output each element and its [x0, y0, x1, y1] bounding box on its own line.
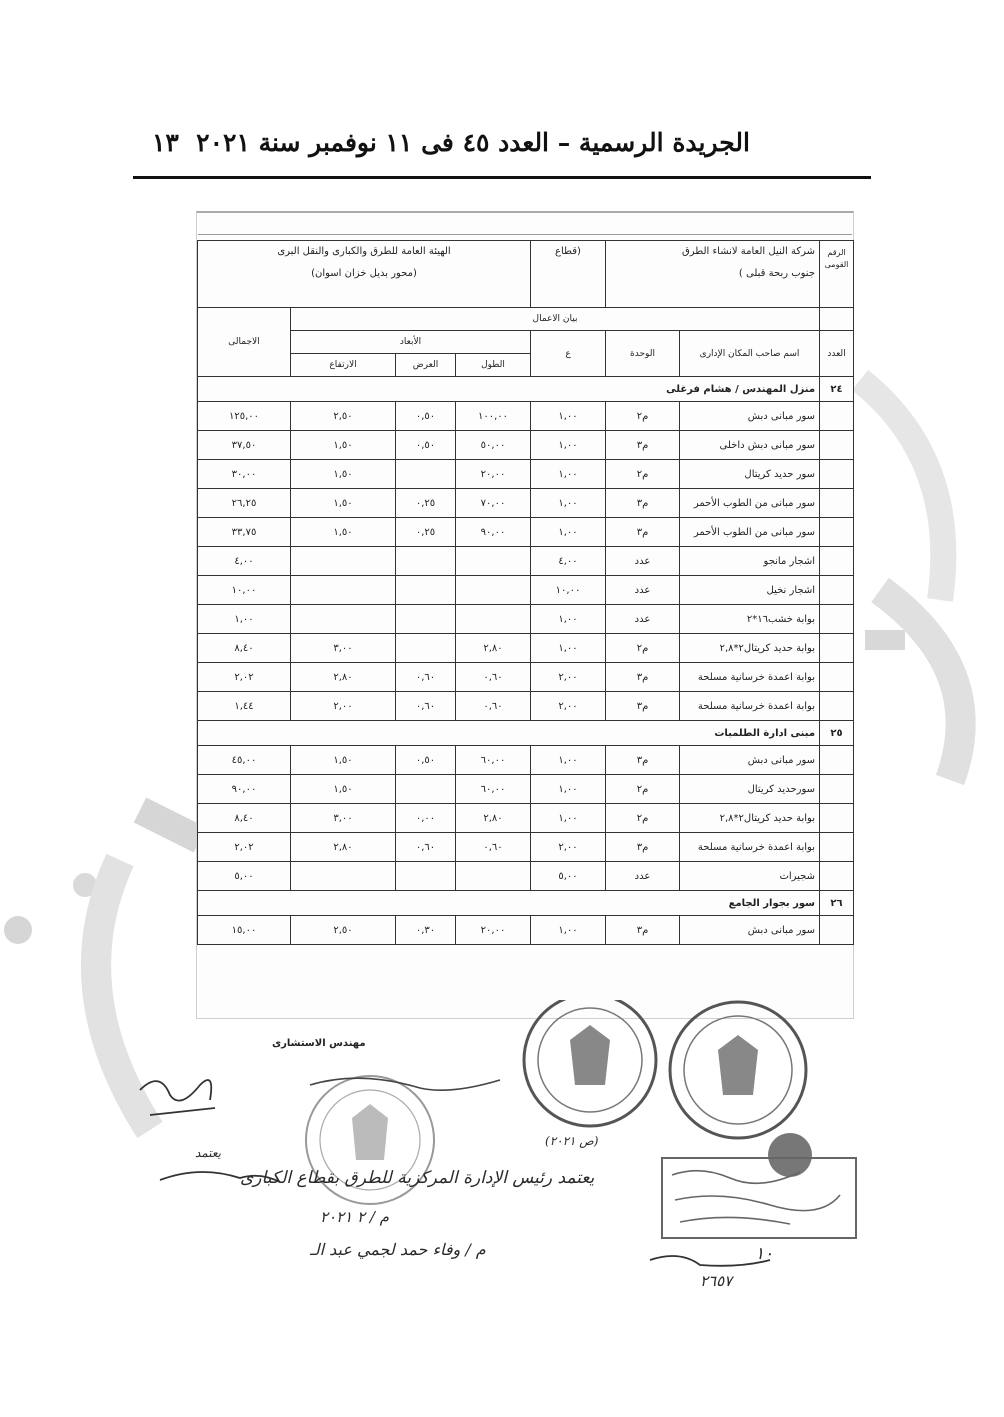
- item-total: ٨,٤٠: [198, 634, 291, 663]
- item-quantity: ١٠,٠٠: [531, 576, 606, 605]
- company-name: شركة النيل العامة لانشاء الطرق: [681, 246, 816, 257]
- item-length: ٢٠,٠٠: [456, 916, 531, 945]
- item-length: ٢٠,٠٠: [456, 460, 531, 489]
- item-width: [396, 634, 456, 663]
- item-length: [456, 862, 531, 891]
- item-width: [396, 547, 456, 576]
- row-index-cell: [820, 431, 854, 460]
- section-header-row: [198, 377, 854, 402]
- item-length: [456, 547, 531, 576]
- item-total: ٣٧,٥٠: [198, 431, 291, 460]
- item-description: سور مبانى من الطوب الأحمر: [680, 489, 820, 518]
- no-header: العدد: [820, 331, 854, 377]
- item-description: بوابة اعمدة خرسانية مسلحة: [680, 692, 820, 721]
- item-length: ٠,٦٠: [456, 692, 531, 721]
- item-unit: م٢: [606, 804, 680, 833]
- row-index-cell: [820, 576, 854, 605]
- handwriting-line-3: م / وفاء حمد لجمي عبد الـ: [310, 1240, 486, 1259]
- item-height: ١,٥٠: [291, 775, 396, 804]
- item-quantity: ١,٠٠: [531, 746, 606, 775]
- item-description: اشجار مانجو: [680, 547, 820, 576]
- item-quantity: ١,٠٠: [531, 775, 606, 804]
- item-height: [291, 605, 396, 634]
- engineer-label: مهندس الاستشارى: [272, 1038, 366, 1049]
- item-unit: م٣: [606, 746, 680, 775]
- handwriting-approval-note: يعتمد: [195, 1146, 221, 1160]
- item-unit: عدد: [606, 576, 680, 605]
- page-header: [140, 120, 870, 164]
- table-row: [198, 804, 854, 833]
- gazette-title: الجريدة الرسمية – العدد ٤٥ فى ١١ نوفمبر سنة ٢٠٢١: [196, 128, 750, 157]
- item-height: ٢,٥٠: [291, 402, 396, 431]
- item-description: سور مبانى دبش داخلى: [680, 431, 820, 460]
- item-quantity: ١,٠٠: [531, 460, 606, 489]
- item-quantity: ١,٠٠: [531, 431, 606, 460]
- item-quantity: ١,٠٠: [531, 916, 606, 945]
- item-description: سور مبانى دبش: [680, 402, 820, 431]
- item-width: ٠,٥٠: [396, 431, 456, 460]
- table-row: [198, 605, 854, 634]
- handwriting-line-2: م / ٢ ٢٠٢١: [320, 1208, 389, 1226]
- row-index-cell: [820, 746, 854, 775]
- item-height: ١,٥٠: [291, 431, 396, 460]
- item-unit: عدد: [606, 547, 680, 576]
- item-width: [396, 460, 456, 489]
- item-total: ١٥,٠٠: [198, 916, 291, 945]
- item-quantity: ١,٠٠: [531, 402, 606, 431]
- item-total: ٣٠,٠٠: [198, 460, 291, 489]
- item-description: بوابة خشب١٦*٢: [680, 605, 820, 634]
- item-quantity: ٢,٠٠: [531, 833, 606, 862]
- sector-cell: [531, 241, 606, 308]
- item-length: [456, 605, 531, 634]
- section-name: مبنى ادارة الطلمبات: [198, 721, 820, 746]
- item-unit: م٣: [606, 916, 680, 945]
- item-unit: م٢: [606, 775, 680, 804]
- item-width: ٠,٦٠: [396, 692, 456, 721]
- company-sub: جنوب ربحة قبلى ): [738, 268, 816, 279]
- handwriting-stamp-date: (ص ٢٠٢١): [545, 1134, 599, 1148]
- item-description: سورحديد كريتال: [680, 775, 820, 804]
- height-header: الارتفاع: [291, 354, 396, 377]
- section-header-row: [198, 891, 854, 916]
- row-index-cell: [820, 605, 854, 634]
- item-height: ٣,٠٠: [291, 804, 396, 833]
- item-unit: م٣: [606, 518, 680, 547]
- total-header: الاجمالى: [198, 308, 291, 377]
- item-length: [456, 576, 531, 605]
- item-height: ٢,٥٠: [291, 916, 396, 945]
- section-name: منزل المهندس / هشام فرغلى: [198, 377, 820, 402]
- row-index-cell: [820, 460, 854, 489]
- handwriting-bottom-right: ١٠: [755, 1244, 774, 1264]
- works-header: بيان الاعمال: [291, 308, 820, 331]
- item-width: [396, 576, 456, 605]
- header-rule: [133, 176, 871, 179]
- item-unit: م٣: [606, 489, 680, 518]
- row-index-cell: [820, 916, 854, 945]
- official-stamps: [0, 1000, 1004, 1300]
- width-header: العرض: [396, 354, 456, 377]
- item-width: ٠,٥٠: [396, 746, 456, 775]
- authority-name: الهيئة العامة للطرق والكبارى والنقل البرى: [277, 246, 451, 257]
- item-quantity: ٢,٠٠: [531, 663, 606, 692]
- item-description: بوابة حديد كريتال٢*٢,٨: [680, 804, 820, 833]
- row-index-cell: [820, 518, 854, 547]
- item-unit: م٢: [606, 460, 680, 489]
- item-total: ٥,٠٠: [198, 862, 291, 891]
- sheet-top-strip: [198, 214, 852, 235]
- item-width: ٠,٠٠: [396, 804, 456, 833]
- item-length: ٧٠,٠٠: [456, 489, 531, 518]
- table-row: [198, 489, 854, 518]
- corner-cell: [820, 241, 854, 308]
- item-description: شجيرات: [680, 862, 820, 891]
- item-width: ٠,٢٥: [396, 489, 456, 518]
- item-length: ٠,٦٠: [456, 663, 531, 692]
- item-quantity: ١,٠٠: [531, 489, 606, 518]
- table-row: [198, 775, 854, 804]
- item-height: ١,٥٠: [291, 460, 396, 489]
- blank-hd: [820, 308, 854, 331]
- item-height: ٢,٨٠: [291, 663, 396, 692]
- handwriting-line-1: يعتمد رئيس الإدارة المركزية للطرق بقطاع الكبارى: [240, 1168, 595, 1188]
- row-index-cell: [820, 804, 854, 833]
- sector-label: (قطاع: [555, 246, 581, 257]
- item-total: ٨,٤٠: [198, 804, 291, 833]
- table-row: [198, 833, 854, 862]
- table-row: [198, 402, 854, 431]
- table-row: [198, 547, 854, 576]
- works-table: [197, 240, 854, 945]
- item-unit: م٢: [606, 402, 680, 431]
- item-width: [396, 862, 456, 891]
- section-header-row: [198, 721, 854, 746]
- handwriting-bottom-number: ٢٦٥٧: [700, 1272, 733, 1290]
- owner-header: اسم صاحب المكان الإدارى: [680, 331, 820, 377]
- item-quantity: ١,٠٠: [531, 605, 606, 634]
- item-total: ٤,٠٠: [198, 547, 291, 576]
- item-description: بوابة اعمدة خرسانية مسلحة: [680, 663, 820, 692]
- row-index-cell: [820, 833, 854, 862]
- item-unit: م٣: [606, 431, 680, 460]
- item-height: ٢,٠٠: [291, 692, 396, 721]
- row-index-cell: [820, 634, 854, 663]
- length-header: الطول: [456, 354, 531, 377]
- item-height: ١,٥٠: [291, 518, 396, 547]
- row-index-cell: [820, 402, 854, 431]
- item-total: ٢,٠٢: [198, 833, 291, 862]
- item-description: سور مبانى دبش: [680, 746, 820, 775]
- row-index-cell: [820, 663, 854, 692]
- table-row: [198, 692, 854, 721]
- item-length: ٢,٨٠: [456, 634, 531, 663]
- corner-label: الرقم القومى: [824, 248, 849, 269]
- item-total: ١٠,٠٠: [198, 576, 291, 605]
- item-length: ٠,٦٠: [456, 833, 531, 862]
- section-name: سور بجوار الجامع: [198, 891, 820, 916]
- item-width: ٠,٥٠: [396, 402, 456, 431]
- item-quantity: ٥,٠٠: [531, 862, 606, 891]
- item-width: ٠,٣٠: [396, 916, 456, 945]
- item-unit: عدد: [606, 862, 680, 891]
- item-height: ٣,٠٠: [291, 634, 396, 663]
- item-description: بوابة اعمدة خرسانية مسلحة: [680, 833, 820, 862]
- item-length: ٩٠,٠٠: [456, 518, 531, 547]
- item-total: ٤٥,٠٠: [198, 746, 291, 775]
- table-row: [198, 518, 854, 547]
- item-width: ٠,٦٠: [396, 833, 456, 862]
- item-quantity: ٢,٠٠: [531, 692, 606, 721]
- item-width: [396, 775, 456, 804]
- item-height: [291, 862, 396, 891]
- item-length: ٥٠,٠٠: [456, 431, 531, 460]
- item-quantity: ١,٠٠: [531, 634, 606, 663]
- item-length: ١٠٠,٠٠: [456, 402, 531, 431]
- item-unit: م٣: [606, 692, 680, 721]
- item-unit: عدد: [606, 605, 680, 634]
- item-height: [291, 547, 396, 576]
- item-width: ٠,٢٥: [396, 518, 456, 547]
- section-number: ٢٥: [820, 721, 854, 746]
- item-height: [291, 576, 396, 605]
- item-unit: م٢: [606, 634, 680, 663]
- item-height: ٢,٨٠: [291, 833, 396, 862]
- item-quantity: ٤,٠٠: [531, 547, 606, 576]
- item-height: ١,٥٠: [291, 489, 396, 518]
- table-row: [198, 916, 854, 945]
- item-length: ٢,٨٠: [456, 804, 531, 833]
- item-total: ١٢٥,٠٠: [198, 402, 291, 431]
- section-number: ٢٦: [820, 891, 854, 916]
- item-description: اشجار نخيل: [680, 576, 820, 605]
- section-number: ٢٤: [820, 377, 854, 402]
- item-description: بوابة حديد كريتال٢*٢,٨: [680, 634, 820, 663]
- item-total: ١,٤٤: [198, 692, 291, 721]
- item-total: ١,٠٠: [198, 605, 291, 634]
- table-row: [198, 862, 854, 891]
- page-number: ١٣: [152, 128, 179, 157]
- item-width: [396, 605, 456, 634]
- row-index-cell: [820, 775, 854, 804]
- table-row: [198, 663, 854, 692]
- project-name: (محور بديل خزان اسوان): [311, 268, 417, 279]
- row-index-cell: [820, 862, 854, 891]
- item-height: ١,٥٠: [291, 746, 396, 775]
- item-total: ٢,٠٢: [198, 663, 291, 692]
- item-total: ٣٣,٧٥: [198, 518, 291, 547]
- item-description: سور مبانى دبش: [680, 916, 820, 945]
- item-unit: م٣: [606, 663, 680, 692]
- table-row: [198, 634, 854, 663]
- item-total: ٢٦,٢٥: [198, 489, 291, 518]
- item-length: ٦٠,٠٠: [456, 775, 531, 804]
- item-description: سور حديد كريتال: [680, 460, 820, 489]
- item-length: ٦٠,٠٠: [456, 746, 531, 775]
- row-index-cell: [820, 547, 854, 576]
- table-row: [198, 431, 854, 460]
- qty-header: ع: [531, 331, 606, 377]
- item-quantity: ١,٠٠: [531, 518, 606, 547]
- dims-header: الأبعاد: [291, 331, 531, 354]
- item-total: ٩٠,٠٠: [198, 775, 291, 804]
- item-quantity: ١,٠٠: [531, 804, 606, 833]
- row-index-cell: [820, 489, 854, 518]
- row-index-cell: [820, 692, 854, 721]
- table-row: [198, 746, 854, 775]
- item-description: سور مبانى من الطوب الأحمر: [680, 518, 820, 547]
- item-width: ٠,٦٠: [396, 663, 456, 692]
- unit-header: الوحدة: [606, 331, 680, 377]
- item-unit: م٣: [606, 833, 680, 862]
- authority-cell: [198, 241, 531, 308]
- table-row: [198, 460, 854, 489]
- company-cell: [606, 241, 820, 308]
- table-row: [198, 576, 854, 605]
